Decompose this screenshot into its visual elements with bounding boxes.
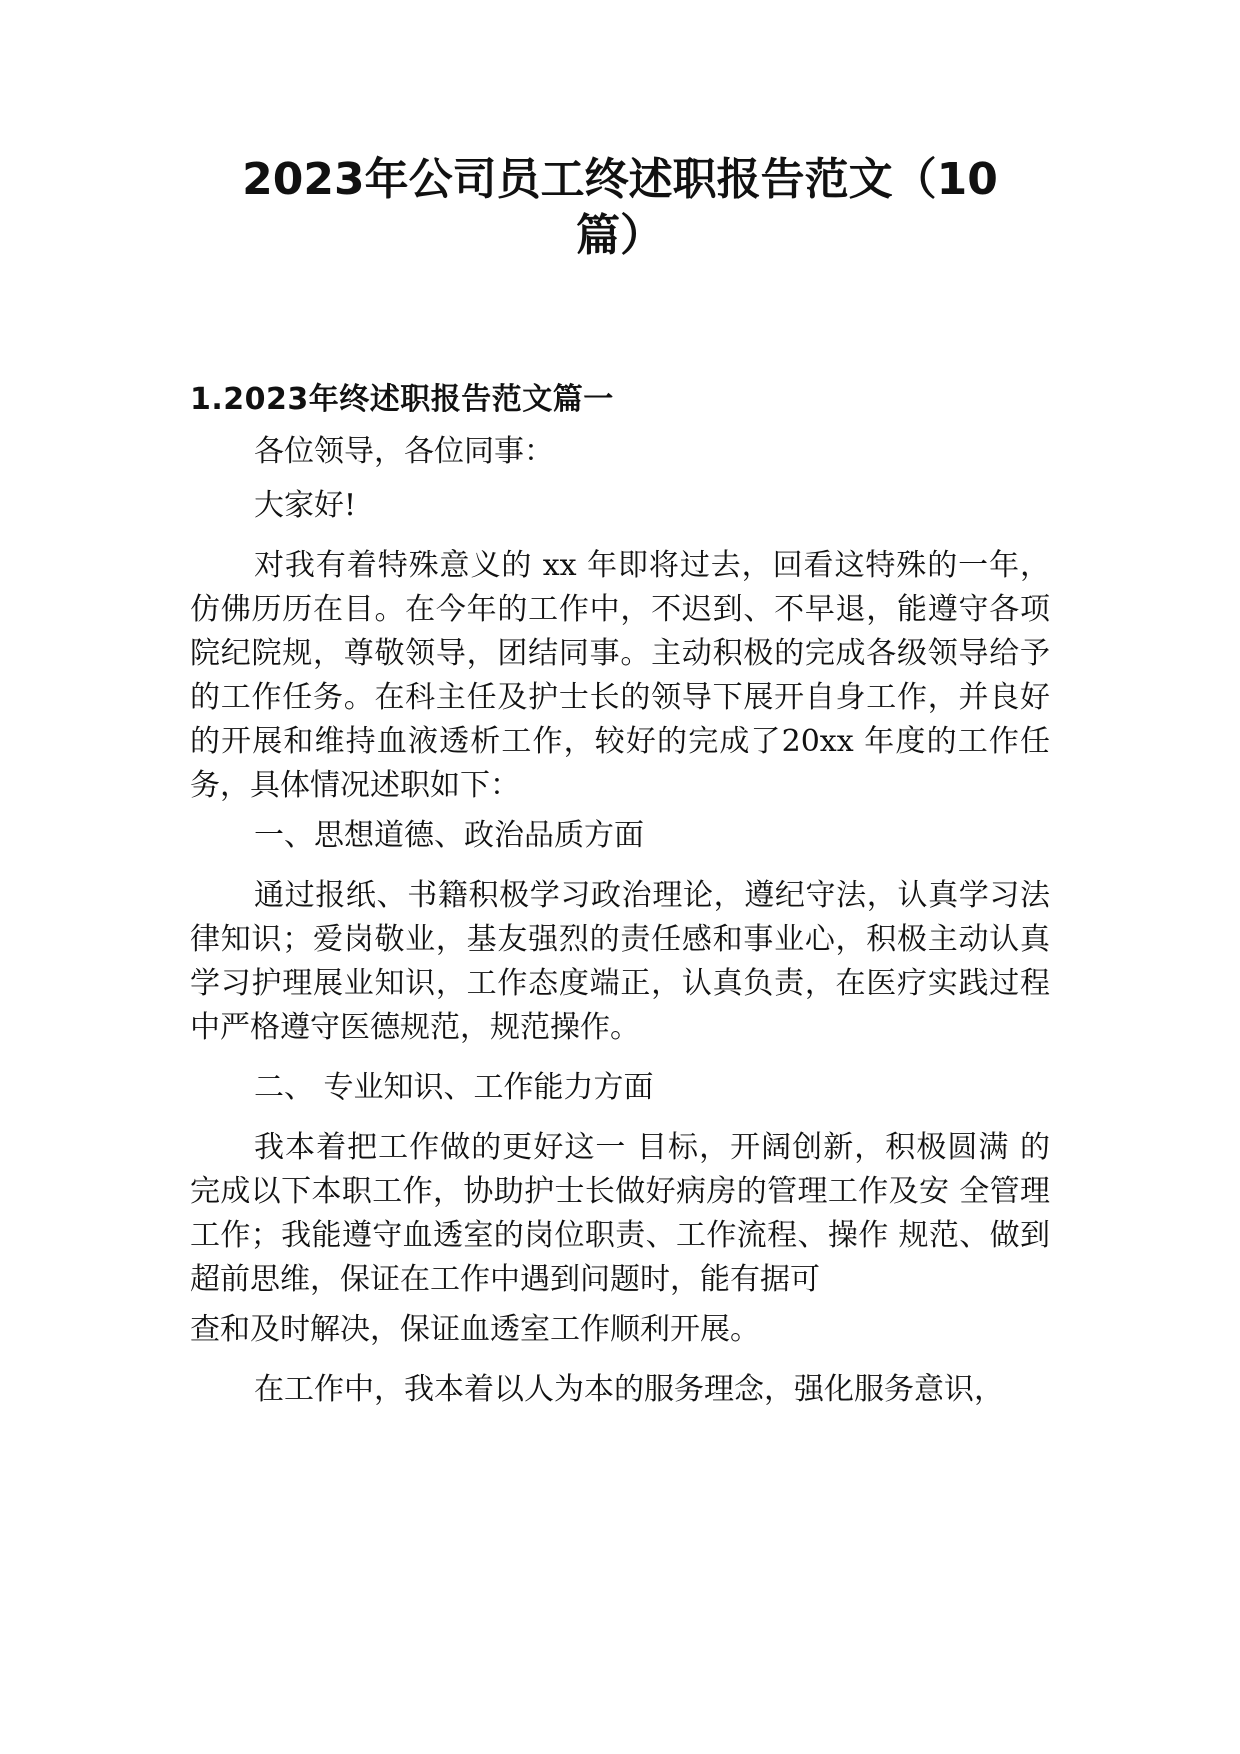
paragraph-service: 在工作中，我本着以人为本的服务理念，强化服务意识， bbox=[254, 1372, 1004, 1407]
document-title bbox=[200, 152, 1040, 264]
salutation: 各位领导，各位同事： bbox=[254, 434, 554, 469]
paragraph-ability-continued: 查和及时解决，保证血透室工作顺利开展。 bbox=[190, 1312, 760, 1347]
document-body bbox=[190, 380, 1050, 1428]
subheading-2: 二、 专业知识、工作能力方面 bbox=[254, 1070, 654, 1105]
greeting: 大家好! bbox=[254, 488, 357, 523]
title-line-1: 2023年公司员工终述职报告范文（10 bbox=[242, 154, 998, 205]
paragraph-ability: 我本着把工作做的更好这一 目标，开阔创新，积极圆满 的完成以下本职工作，协助护士长做好病房的管理工作及安 全管理工作；我能遵守血透室的岗位职责、工作流程、操作 规范、做到超前思维，保证在工作中遇到问题时，能有据可 bbox=[190, 1130, 1050, 1297]
subheading-1: 一、思想道德、政治品质方面 bbox=[254, 818, 644, 853]
title-line-2: 篇） bbox=[576, 210, 664, 261]
intro-paragraph: 对我有着特殊意义的 xx 年即将过去，回看这特殊的一年，仿佛历历在目。在今年的工作中，不迟到、不早退，能遵守各项院纪院规，尊敬领导，团结同事。主动积极的完成各级领导给予的工作任务。在科主任及护士长的领导下展开自身工作，并良好的开展和维持血液透析工作，较好的完成了20xx 年度的工作任务，具体情况述职如下： bbox=[190, 548, 1050, 803]
section-heading: 1.2023年终述职报告范文篇一 bbox=[190, 382, 614, 417]
paragraph-moral: 通过报纸、书籍积极学习政治理论，遵纪守法，认真学习法律知识；爱岗敬业，基友强烈的责任感和事业心，积极主动认真学习护理展业知识，工作态度端正，认真负责，在医疗实践过程中严格遵守医德规范，规范操作。 bbox=[190, 878, 1050, 1045]
